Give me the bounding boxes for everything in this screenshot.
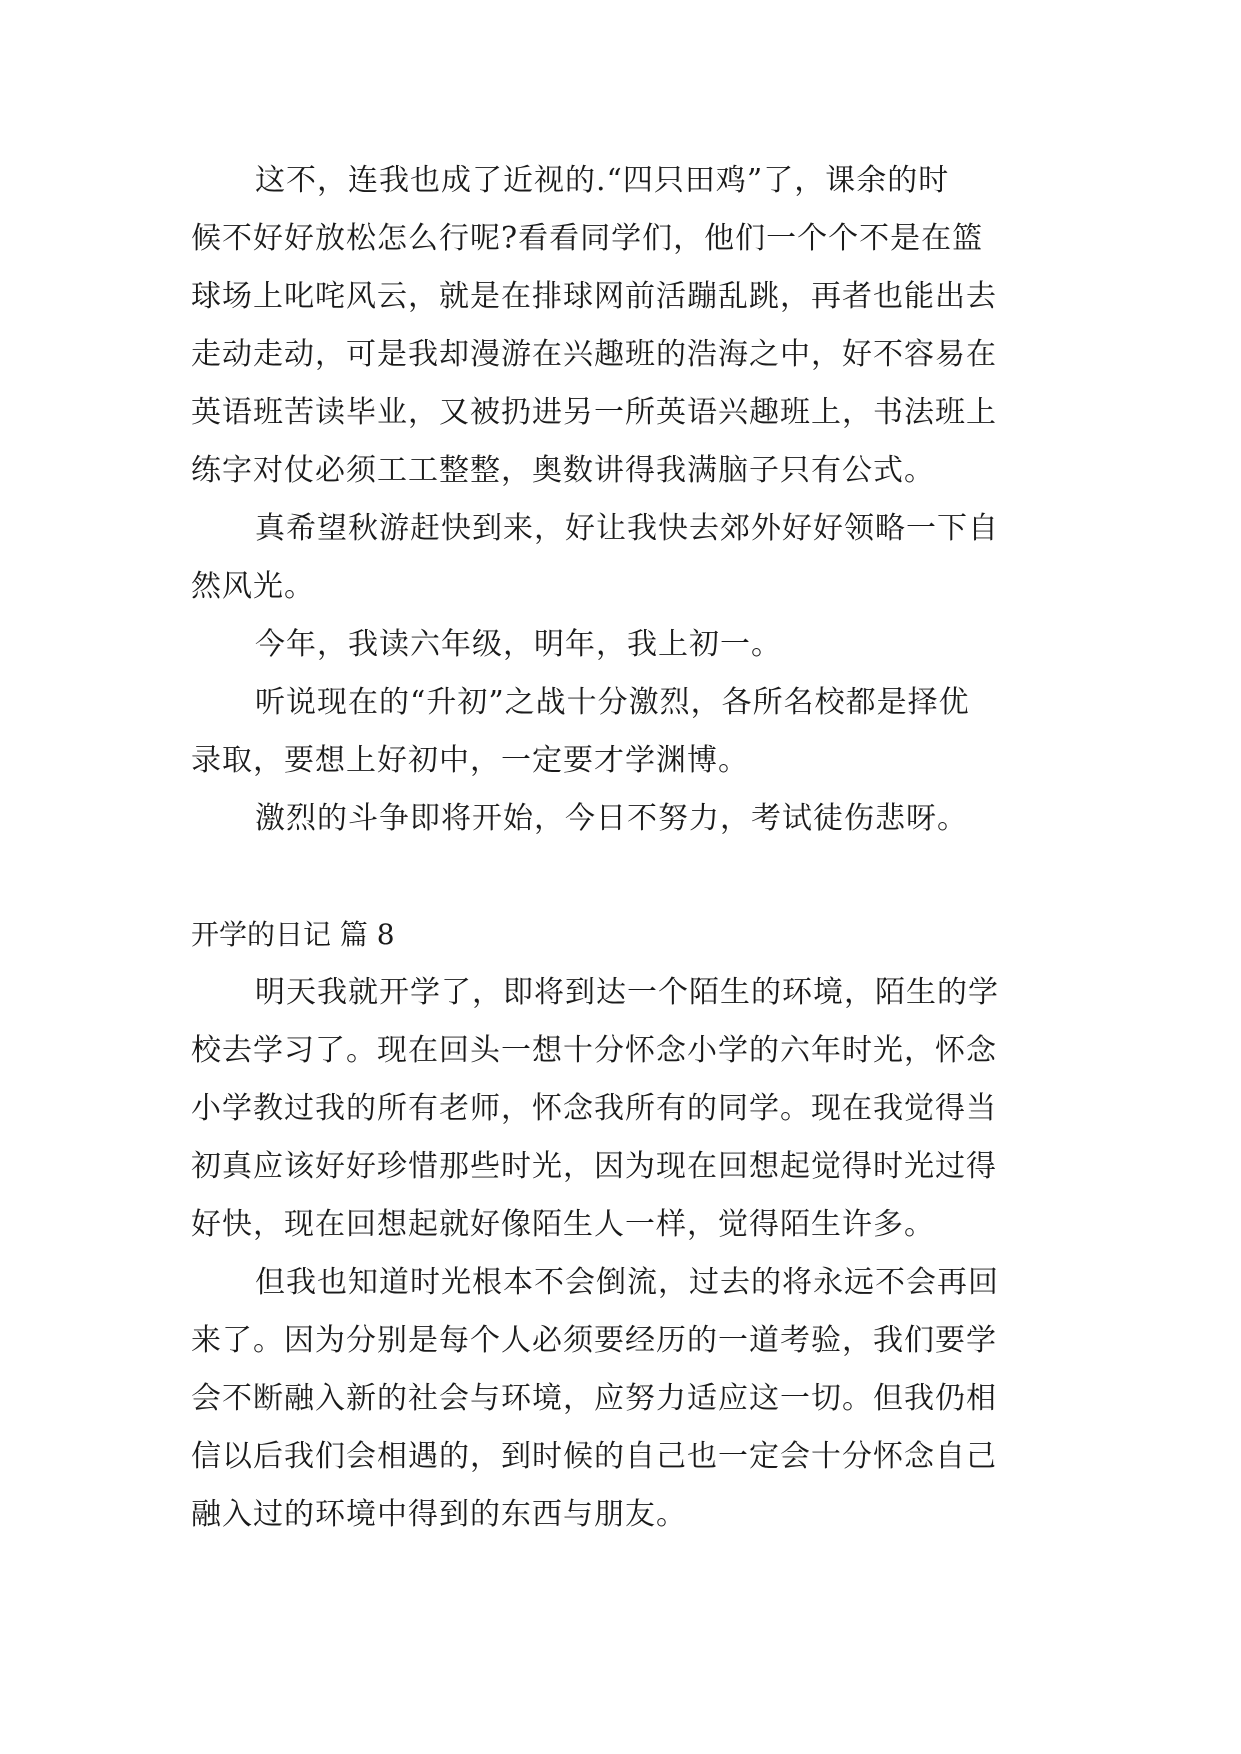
paragraph (191, 1254, 1051, 1544)
text-line: 练字对仗必须工工整整，奥数讲得我满脑子只有公式。 (191, 453, 935, 488)
text-line: 但我也知道时光根本不会倒流，过去的将永远不会再回 (255, 1265, 999, 1300)
text-line: 真希望秋游赶快到来，好让我快去郊外好好领略一下自 (255, 511, 999, 546)
text-line: 英语班苦读毕业，又被扔进另一所英语兴趣班上，书法班上 (191, 395, 997, 430)
paragraph (191, 616, 1051, 674)
paragraph (191, 964, 1051, 1254)
text-line: 然风光。 (191, 569, 315, 604)
text-line: 激烈的斗争即将开始，今日不努力，考试徒伤悲呀。 (255, 801, 968, 836)
text-line: 好快，现在回想起就好像陌生人一样，觉得陌生许多。 (191, 1207, 935, 1242)
text-line: 信以后我们会相遇的，到时候的自己也一定会十分怀念自己 (191, 1439, 997, 1474)
text-line: 小学教过我的所有老师，怀念我所有的同学。现在我觉得当 (191, 1091, 997, 1126)
text-line: 球场上叱咤风云，就是在排球网前活蹦乱跳，再者也能出去 (191, 279, 997, 314)
text-line: 来了。因为分别是每个人必须要经历的一道考验，我们要学 (191, 1323, 997, 1358)
text-line: 明天我就开学了，即将到达一个陌生的环境，陌生的学 (255, 975, 999, 1010)
paragraph (191, 500, 1051, 616)
document-page (191, 152, 1051, 1544)
text-line: 会不断融入新的社会与环境，应努力适应这一切。但我仍相 (191, 1381, 997, 1416)
paragraph (191, 674, 1051, 790)
text-line: 初真应该好好珍惜那些时光，因为现在回想起觉得时光过得 (191, 1149, 997, 1184)
text-line: 候不好好放松怎么行呢?看看同学们，他们一个个不是在篮 (191, 221, 984, 256)
text-line: 听说现在的“升初”之战十分激烈，各所名校都是择优 (255, 685, 970, 720)
text-line: 这不，连我也成了近视的.“四只田鸡”了，课余的时 (255, 163, 950, 198)
paragraph (191, 790, 1051, 848)
paragraph (191, 152, 1051, 500)
section-heading: 开学的日记 篇 8 (191, 918, 395, 951)
text-line: 录取，要想上好初中，一定要才学渊博。 (191, 743, 749, 778)
text-line: 融入过的环境中得到的东西与朋友。 (191, 1497, 687, 1532)
text-line: 走动走动，可是我却漫游在兴趣班的浩海之中，好不容易在 (191, 337, 997, 372)
text-line: 今年，我读六年级，明年，我上初一。 (255, 627, 782, 662)
text-line: 校去学习了。现在回头一想十分怀念小学的六年时光，怀念 (191, 1033, 997, 1068)
